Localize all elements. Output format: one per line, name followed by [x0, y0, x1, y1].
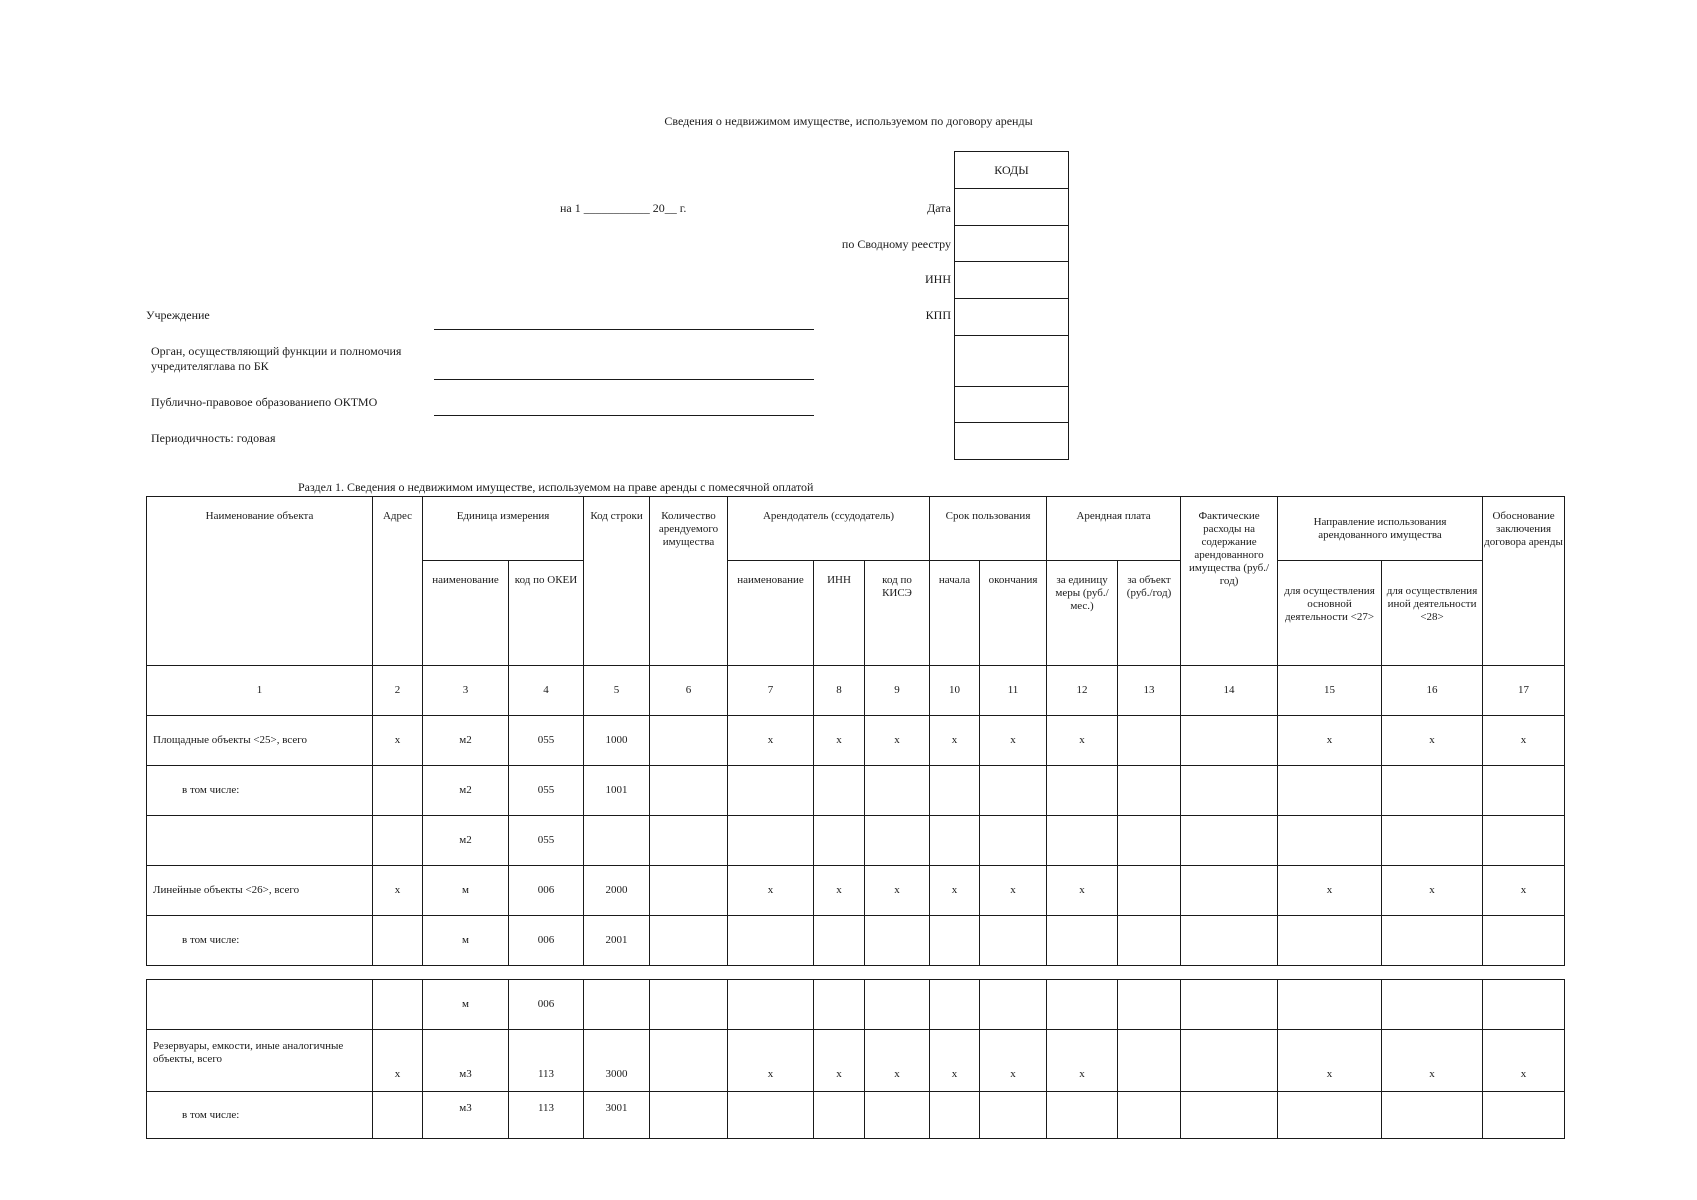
row-cell[interactable]: [1118, 816, 1181, 866]
code-label-kpp: КПП: [925, 308, 951, 322]
row-cell: x: [1382, 1030, 1483, 1092]
row-cell: x: [814, 1030, 865, 1092]
row-cell: x: [373, 716, 423, 766]
row-cell[interactable]: [650, 866, 728, 916]
row-cell[interactable]: [1382, 980, 1483, 1030]
column-number: 4: [509, 666, 584, 716]
row-cell: x: [728, 1030, 814, 1092]
header-address: Адрес: [373, 497, 423, 666]
row-cell[interactable]: [930, 816, 980, 866]
column-number: 6: [650, 666, 728, 716]
row-cell[interactable]: [373, 766, 423, 816]
row-cell[interactable]: [650, 1030, 728, 1092]
header-justification: Обоснование заключения договора аренды: [1483, 497, 1565, 666]
row-cell[interactable]: [1118, 916, 1181, 966]
code-inn-cell[interactable]: [955, 262, 1069, 299]
row-cell[interactable]: [1181, 766, 1278, 816]
code-oktmo-cell[interactable]: [955, 387, 1069, 423]
institution-label: Учреждение: [146, 308, 210, 322]
header-term-end: окончания: [980, 561, 1047, 666]
table-row: [147, 766, 1565, 816]
header-unit: Единица измерения: [423, 497, 584, 561]
row-cell[interactable]: [650, 916, 728, 966]
header-lessor-inn: ИНН: [814, 561, 865, 666]
row-cell[interactable]: [1118, 1030, 1181, 1092]
row-cell[interactable]: [650, 816, 728, 866]
row-cell: x: [373, 1030, 423, 1092]
row-cell[interactable]: [814, 980, 865, 1030]
row-cell[interactable]: [1181, 916, 1278, 966]
row-cell: x: [930, 866, 980, 916]
table-row: [147, 1030, 1565, 1092]
row-cell: м2: [423, 716, 509, 766]
row-cell[interactable]: [728, 766, 814, 816]
row-cell[interactable]: [373, 980, 423, 1030]
municipality-label: Публично-правовое образованиепо ОКТМО: [151, 395, 378, 409]
column-number: 1: [147, 666, 373, 716]
row-cell: м: [423, 866, 509, 916]
row-cell[interactable]: [980, 816, 1047, 866]
row-cell[interactable]: [650, 980, 728, 1030]
row-cell[interactable]: [1118, 716, 1181, 766]
row-cell: 113: [509, 1092, 584, 1139]
report-date-line: на 1 ___________ 20__ г.: [560, 201, 687, 215]
column-number: 7: [728, 666, 814, 716]
row-cell[interactable]: [1047, 1092, 1118, 1139]
row-cell[interactable]: [1278, 766, 1382, 816]
row-cell[interactable]: [1047, 916, 1118, 966]
row-cell: x: [814, 866, 865, 916]
table-gap: [147, 966, 1565, 980]
row-cell: x: [1483, 866, 1565, 916]
row-cell: 3000: [584, 1030, 650, 1092]
row-cell[interactable]: [1483, 916, 1565, 966]
row-cell: x: [1047, 866, 1118, 916]
row-cell: x: [865, 716, 930, 766]
row-cell: 113: [509, 1030, 584, 1092]
row-cell: 2000: [584, 866, 650, 916]
row-cell: 3001: [584, 1092, 650, 1139]
row-cell: x: [1278, 1030, 1382, 1092]
row-cell: 2001: [584, 916, 650, 966]
row-cell[interactable]: [814, 766, 865, 816]
header-usage-other: для осуществления иной деятельности <28>: [1382, 561, 1483, 666]
table-row: [147, 716, 1565, 766]
code-period-cell[interactable]: [955, 423, 1069, 460]
row-cell: 055: [509, 766, 584, 816]
row-cell[interactable]: [1118, 866, 1181, 916]
row-cell: x: [980, 716, 1047, 766]
row-cell[interactable]: [1118, 766, 1181, 816]
row-cell: м: [423, 980, 509, 1030]
row-cell[interactable]: [1118, 980, 1181, 1030]
row-cell[interactable]: [728, 816, 814, 866]
row-cell[interactable]: [1382, 1092, 1483, 1139]
row-cell: x: [1382, 716, 1483, 766]
row-cell: x: [373, 866, 423, 916]
row-cell[interactable]: [1118, 1092, 1181, 1139]
column-number-row: [147, 666, 1565, 716]
row-cell: x: [865, 1030, 930, 1092]
code-label-inn: ИНН: [925, 272, 951, 286]
row-cell: м2: [423, 816, 509, 866]
row-object-name: Площадные объекты <25>, всего: [147, 716, 373, 766]
header-lessor: Арендодатель (ссудодатель): [728, 497, 930, 561]
row-cell[interactable]: [1181, 1092, 1278, 1139]
column-number: 13: [1118, 666, 1181, 716]
institution-line[interactable]: [434, 329, 814, 330]
row-cell[interactable]: [1181, 866, 1278, 916]
column-number: 11: [980, 666, 1047, 716]
row-cell[interactable]: [980, 980, 1047, 1030]
row-cell[interactable]: [584, 816, 650, 866]
code-label-date: Дата: [927, 201, 951, 215]
row-cell[interactable]: [865, 916, 930, 966]
row-cell[interactable]: [1382, 766, 1483, 816]
row-cell: 1001: [584, 766, 650, 816]
row-cell[interactable]: [1483, 1092, 1565, 1139]
row-cell[interactable]: [1382, 916, 1483, 966]
codes-table: [954, 151, 1069, 460]
row-cell: x: [930, 716, 980, 766]
founder-label: Орган, осуществляющий функции и полномочия учредителяглава по БК: [151, 344, 402, 373]
row-cell: x: [728, 716, 814, 766]
header-lessor-name: наименование: [728, 561, 814, 666]
row-cell[interactable]: [1047, 766, 1118, 816]
row-object-name: в том числе:: [147, 916, 373, 966]
row-cell[interactable]: [650, 766, 728, 816]
row-cell: x: [1483, 716, 1565, 766]
row-cell[interactable]: [980, 766, 1047, 816]
row-object-name: в том числе:: [147, 1092, 373, 1139]
row-cell[interactable]: [930, 766, 980, 816]
row-cell[interactable]: [980, 916, 1047, 966]
row-cell[interactable]: [930, 1092, 980, 1139]
row-cell[interactable]: [1047, 980, 1118, 1030]
row-cell: x: [1278, 716, 1382, 766]
header-term-start: начала: [930, 561, 980, 666]
row-cell: x: [865, 866, 930, 916]
header-line-code: Код строки: [584, 497, 650, 666]
header-term: Срок пользования: [930, 497, 1047, 561]
founder-line[interactable]: [434, 379, 814, 380]
column-number: 5: [584, 666, 650, 716]
row-cell[interactable]: [814, 916, 865, 966]
header-rent: Арендная плата: [1047, 497, 1181, 561]
table-row: [147, 980, 1565, 1030]
column-number: 3: [423, 666, 509, 716]
row-cell[interactable]: [650, 716, 728, 766]
header-usage-main: для осуществления основной деятельности <27>: [1278, 561, 1382, 666]
column-number: 16: [1382, 666, 1483, 716]
row-cell[interactable]: [1181, 1030, 1278, 1092]
header-rent-object: за объект (руб./год): [1118, 561, 1181, 666]
row-cell[interactable]: [1483, 766, 1565, 816]
row-cell[interactable]: [728, 980, 814, 1030]
row-cell: x: [930, 1030, 980, 1092]
column-number: 9: [865, 666, 930, 716]
header-usage-direction: Направление использования арендованного имущества: [1278, 497, 1483, 561]
row-cell: x: [980, 1030, 1047, 1092]
row-object-name: в том числе:: [147, 766, 373, 816]
row-cell[interactable]: [728, 1092, 814, 1139]
header-actual-costs: Фактические расходы на содержание арендованного имущества (руб./год): [1181, 497, 1278, 666]
row-cell: 055: [509, 716, 584, 766]
periodicity-label: Периодичность: годовая: [151, 431, 276, 445]
row-cell: x: [1047, 716, 1118, 766]
row-cell[interactable]: [1181, 716, 1278, 766]
row-cell: 1000: [584, 716, 650, 766]
row-cell[interactable]: [930, 980, 980, 1030]
row-cell[interactable]: [930, 916, 980, 966]
row-object-name: Резервуары, емкости, иные аналогичные объекты, всего: [147, 1030, 373, 1092]
row-cell[interactable]: [865, 766, 930, 816]
header-unit-name: наименование: [423, 561, 509, 666]
row-cell: x: [980, 866, 1047, 916]
row-cell[interactable]: [980, 1092, 1047, 1139]
column-number: 17: [1483, 666, 1565, 716]
table-row: [147, 866, 1565, 916]
row-cell: 006: [509, 980, 584, 1030]
table-row: [147, 1092, 1565, 1139]
row-cell[interactable]: [814, 816, 865, 866]
header-lessor-kise: код по КИСЭ: [865, 561, 930, 666]
row-object-name: [147, 980, 373, 1030]
row-cell[interactable]: [1181, 816, 1278, 866]
property-table: [146, 496, 1565, 1139]
row-cell: 006: [509, 866, 584, 916]
row-cell[interactable]: [1181, 980, 1278, 1030]
column-number: 8: [814, 666, 865, 716]
row-cell[interactable]: [865, 816, 930, 866]
row-cell: м: [423, 916, 509, 966]
header-rent-unit: за единицу меры (руб./мес.): [1047, 561, 1118, 666]
row-cell: 055: [509, 816, 584, 866]
document-title: Сведения о недвижимом имуществе, используемом по договору аренды: [664, 114, 1033, 128]
row-cell[interactable]: [584, 980, 650, 1030]
municipality-line[interactable]: [434, 415, 814, 416]
column-number: 10: [930, 666, 980, 716]
section-title: Раздел 1. Сведения о недвижимом имуществе, используемом на праве аренды с помесячной оплатой: [298, 480, 814, 494]
row-cell[interactable]: [373, 1092, 423, 1139]
table-row: [147, 916, 1565, 966]
code-registry-cell[interactable]: [955, 226, 1069, 262]
header-object-name: Наименование объекта: [147, 497, 373, 666]
column-number: 14: [1181, 666, 1278, 716]
row-cell[interactable]: [373, 916, 423, 966]
table-gap-cell: [147, 966, 1565, 980]
row-cell[interactable]: [865, 1092, 930, 1139]
row-cell: x: [1278, 866, 1382, 916]
column-number: 15: [1278, 666, 1382, 716]
row-cell: м2: [423, 766, 509, 816]
row-object-name: [147, 816, 373, 866]
row-cell: м3: [423, 1030, 509, 1092]
row-cell: x: [1483, 1030, 1565, 1092]
row-cell[interactable]: [1278, 916, 1382, 966]
row-cell: x: [814, 716, 865, 766]
row-cell: x: [728, 866, 814, 916]
column-number: 12: [1047, 666, 1118, 716]
column-number: 2: [373, 666, 423, 716]
code-glava-cell[interactable]: [955, 336, 1069, 387]
code-date-cell[interactable]: [955, 189, 1069, 226]
code-kpp-cell[interactable]: [955, 299, 1069, 336]
row-cell: 006: [509, 916, 584, 966]
row-cell: x: [1382, 866, 1483, 916]
row-cell[interactable]: [728, 916, 814, 966]
row-cell[interactable]: [1278, 816, 1382, 866]
row-cell[interactable]: [1278, 1092, 1382, 1139]
row-cell[interactable]: [650, 1092, 728, 1139]
row-cell: м3: [423, 1092, 509, 1139]
table-row: [147, 816, 1565, 866]
row-cell[interactable]: [1382, 816, 1483, 866]
row-cell[interactable]: [865, 980, 930, 1030]
header-unit-okei: код по ОКЕИ: [509, 561, 584, 666]
row-cell[interactable]: [1278, 980, 1382, 1030]
row-cell[interactable]: [1483, 980, 1565, 1030]
row-object-name: Линейные объекты <26>, всего: [147, 866, 373, 916]
row-cell: x: [1047, 1030, 1118, 1092]
row-cell[interactable]: [1483, 816, 1565, 866]
row-cell[interactable]: [1047, 816, 1118, 866]
row-cell[interactable]: [373, 816, 423, 866]
code-label-registry: по Сводному реестру: [841, 237, 951, 251]
header-quantity: Количество арендуемого имущества: [650, 497, 728, 666]
row-cell[interactable]: [814, 1092, 865, 1139]
codes-header: КОДЫ: [955, 152, 1069, 189]
